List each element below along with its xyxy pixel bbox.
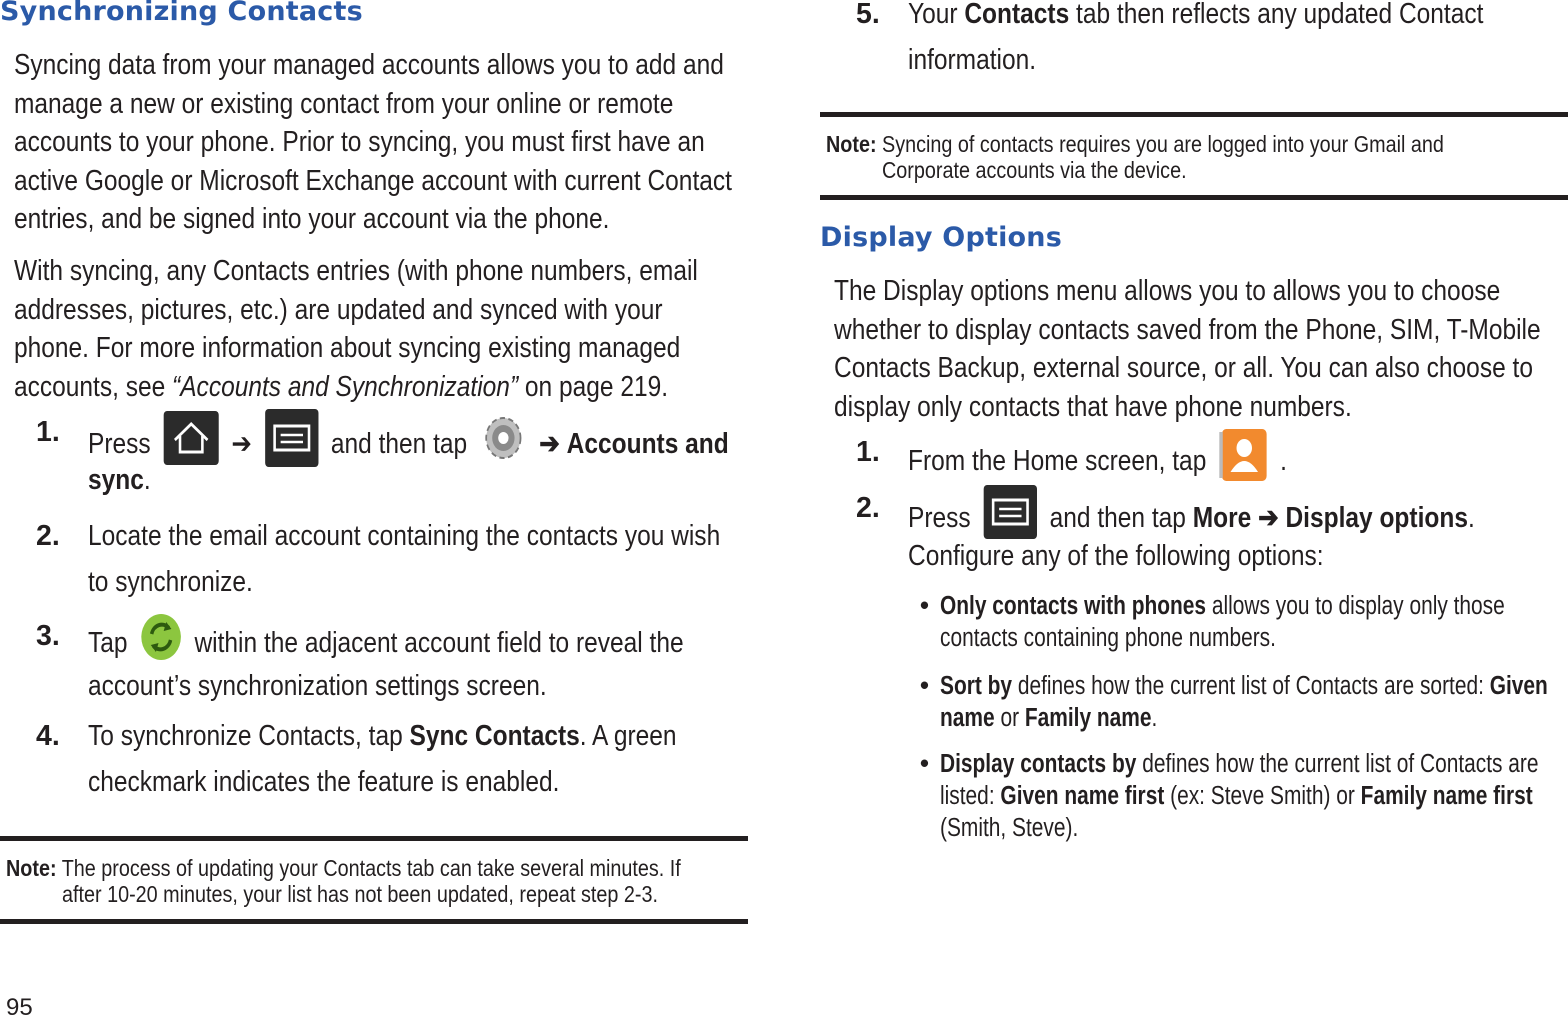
page-number: 95 <box>6 994 33 1021</box>
note-box-gmail: Note: Syncing of contacts requires you are logged into your Gmail and Corporate accounts via the device. <box>820 112 1568 200</box>
option-display-contacts-by: • Display contacts by defines how the current list of Contacts are listed: Given name first (ex: Steve Smith) or Family name first (Smith, Steve). <box>920 750 1539 842</box>
step-1: 1. Press ➔ and then tap ➔ Accounts and sync. <box>36 408 756 504</box>
step-5: 5. Your Contacts tab then reflects any updated Contact information. <box>856 0 1484 76</box>
note-label: Note: <box>826 131 877 157</box>
note-label: Note: <box>6 855 57 881</box>
display-step-1: 1. From the Home screen, tap . <box>856 428 1568 484</box>
intro-paragraph: Syncing data from your managed accounts allows you to add and manage a new or existing contact from your online or remote accounts to your phone. Prior to syncing, you must first have an active Google or Microsoft Exchange account with current Contact entries, and be signed into your account via the phone. <box>14 49 732 235</box>
display-options-paragraph: The Display options menu allows you to allows you to choose whether to display contacts saved from the Phone, SIM, T-Mobile Contacts Backup, external source, or all. You can also choose to display only contacts that have phone numbers. <box>834 275 1541 423</box>
settings-gear-icon <box>479 410 527 481</box>
option-sort-by: • Sort by defines how the current list of Contacts are sorted: Given name or Family name. <box>920 672 1548 732</box>
sync-paragraph: With syncing, any Contacts entries (with phone numbers, email addresses, pictures, etc.) are updated and synced with your phone. For more information about syncing existing managed accounts, see “Accounts and Synchronization” on page 219. <box>14 255 698 403</box>
step-4: 4. To synchronize Contacts, tap Sync Contacts. A green checkmark indicates the feature is enabled. <box>36 720 677 798</box>
menu-key-icon <box>264 408 319 483</box>
cross-reference-link[interactable]: “Accounts and Synchronization” <box>172 370 519 403</box>
step-3: 3. Tap within the adjacent account field to reveal the account’s synchronization settings screen. <box>36 612 756 708</box>
note-box-update: Note: The process of updating your Contacts tab can take several minutes. If after 10-20 minutes, your list has not been updated, repeat step 2-3. <box>0 836 748 924</box>
option-only-contacts-with-phones: • Only contacts with phones allows you to display only those contacts containing phone numbers. <box>920 592 1505 652</box>
section-heading-synchronizing-contacts: Synchronizing Contacts <box>0 0 363 27</box>
configure-text: Configure any of the following options: <box>908 540 1324 572</box>
step-2: 2. Locate the email account containing the contacts you wish to synchronize. <box>36 520 721 598</box>
display-step-2: 2. Press and then tap More ➔ Display options. <box>856 484 1568 540</box>
home-key-icon <box>163 410 220 481</box>
section-heading-display-options: Display Options <box>820 222 1062 253</box>
